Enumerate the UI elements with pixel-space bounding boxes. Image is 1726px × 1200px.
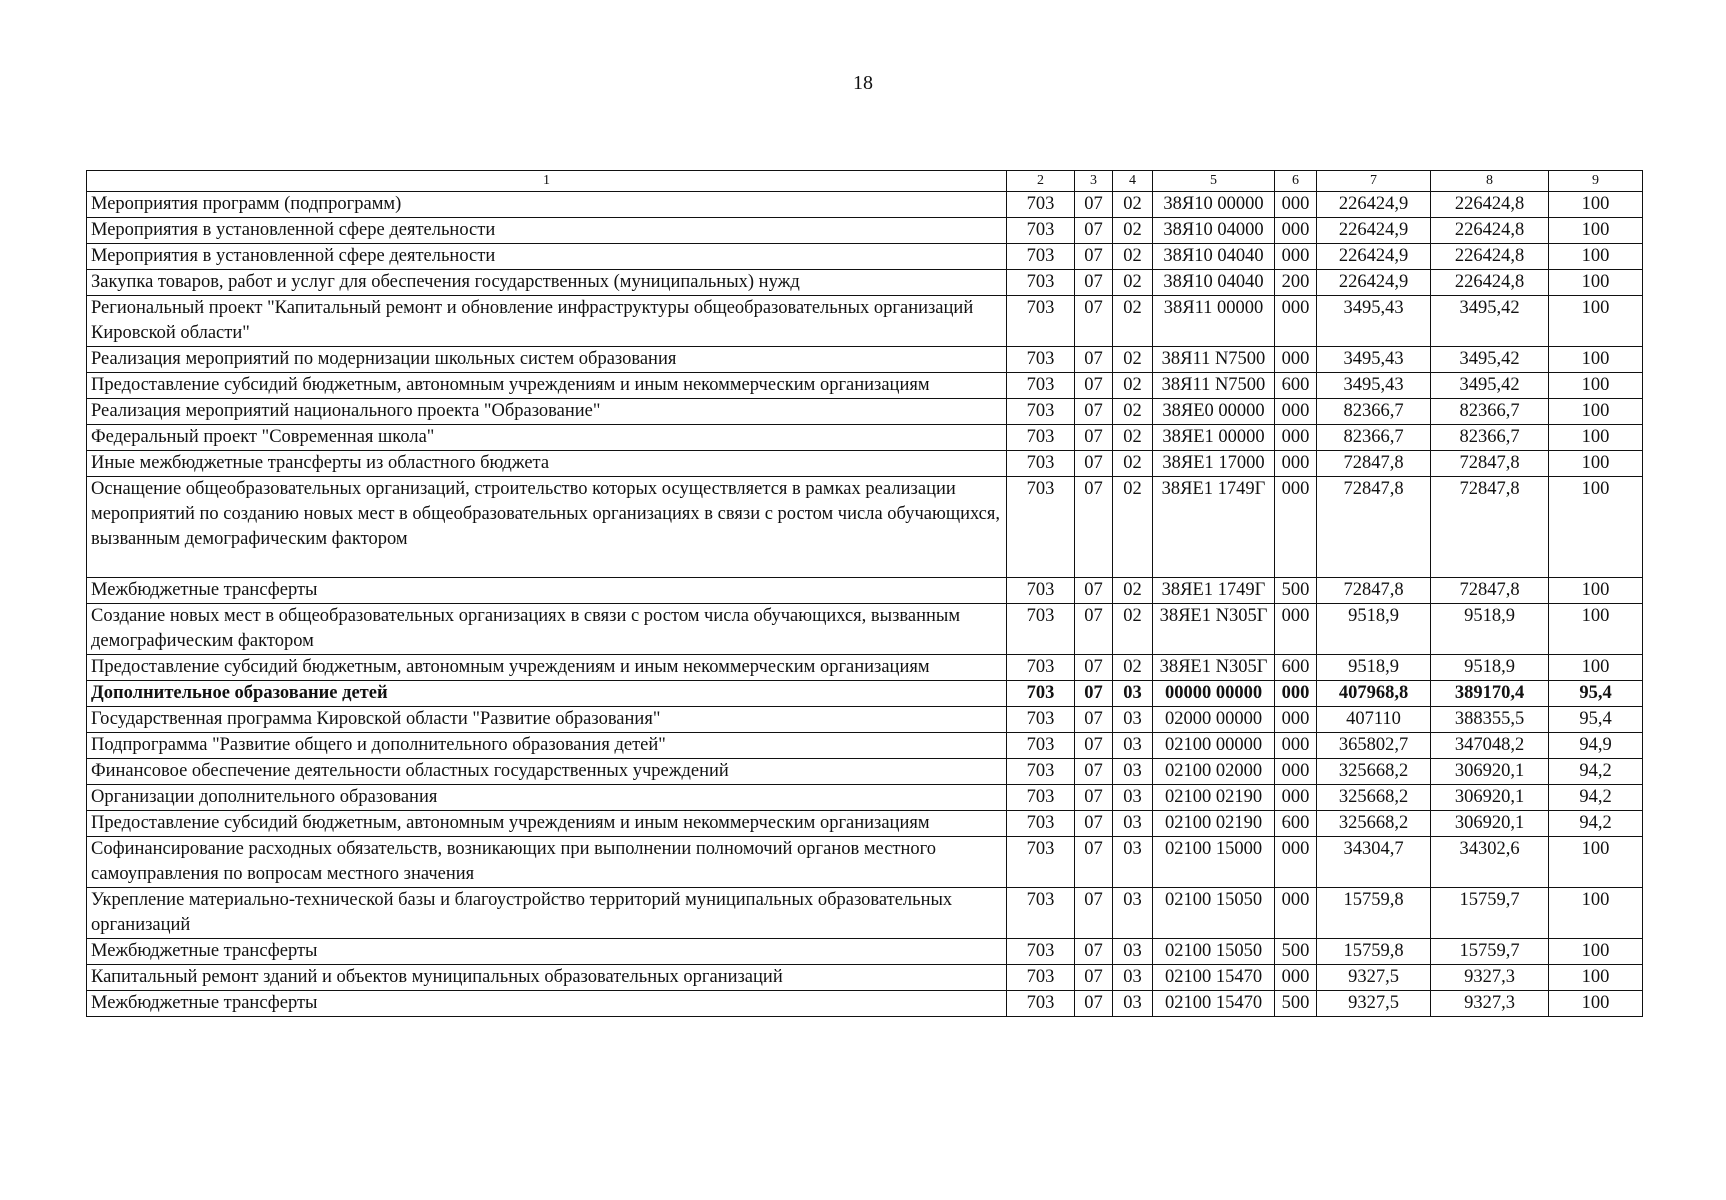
column-4-cell: 03 bbox=[1113, 785, 1153, 811]
column-6-cell: 600 bbox=[1275, 655, 1317, 681]
column-3-cell: 07 bbox=[1075, 965, 1113, 991]
column-2-cell: 703 bbox=[1007, 759, 1075, 785]
column-8-cell: 9518,9 bbox=[1431, 655, 1549, 681]
column-7-cell: 9327,5 bbox=[1317, 965, 1431, 991]
column-6-cell: 000 bbox=[1275, 244, 1317, 270]
column-8-cell: 347048,2 bbox=[1431, 733, 1549, 759]
column-6-cell: 000 bbox=[1275, 425, 1317, 451]
column-8-cell: 82366,7 bbox=[1431, 425, 1549, 451]
table-row bbox=[87, 785, 1643, 811]
column-header: 7 bbox=[1317, 171, 1431, 192]
row-name-cell: Межбюджетные трансферты bbox=[87, 991, 1007, 1017]
column-4-cell: 02 bbox=[1113, 451, 1153, 477]
column-5-cell: 02100 15050 bbox=[1153, 939, 1275, 965]
column-2-cell: 703 bbox=[1007, 681, 1075, 707]
column-8-cell: 9327,3 bbox=[1431, 991, 1549, 1017]
column-9-cell: 95,4 bbox=[1549, 681, 1643, 707]
column-4-cell: 02 bbox=[1113, 655, 1153, 681]
column-4-cell: 02 bbox=[1113, 244, 1153, 270]
column-3-cell: 07 bbox=[1075, 604, 1113, 655]
column-5-cell: 38ЯЕ1 N305Г bbox=[1153, 655, 1275, 681]
column-5-cell: 38Я10 04040 bbox=[1153, 244, 1275, 270]
column-9-cell: 100 bbox=[1549, 192, 1643, 218]
column-8-cell: 15759,7 bbox=[1431, 888, 1549, 939]
column-9-cell: 100 bbox=[1549, 991, 1643, 1017]
row-name-cell: Межбюджетные трансферты bbox=[87, 578, 1007, 604]
column-6-cell: 000 bbox=[1275, 347, 1317, 373]
column-5-cell: 38Я10 04000 bbox=[1153, 218, 1275, 244]
column-3-cell: 07 bbox=[1075, 681, 1113, 707]
table-row bbox=[87, 733, 1643, 759]
column-2-cell: 703 bbox=[1007, 785, 1075, 811]
column-9-cell: 100 bbox=[1549, 451, 1643, 477]
column-5-cell: 38Я11 00000 bbox=[1153, 296, 1275, 347]
column-4-cell: 02 bbox=[1113, 192, 1153, 218]
column-header: 4 bbox=[1113, 171, 1153, 192]
column-5-cell: 38ЯЕ1 17000 bbox=[1153, 451, 1275, 477]
column-4-cell: 02 bbox=[1113, 604, 1153, 655]
table-row bbox=[87, 578, 1643, 604]
column-9-cell: 94,2 bbox=[1549, 785, 1643, 811]
column-4-cell: 03 bbox=[1113, 707, 1153, 733]
row-name-cell: Дополнительное образование детей bbox=[87, 681, 1007, 707]
column-5-cell: 02100 02190 bbox=[1153, 811, 1275, 837]
column-4-cell: 02 bbox=[1113, 373, 1153, 399]
column-6-cell: 500 bbox=[1275, 939, 1317, 965]
column-3-cell: 07 bbox=[1075, 399, 1113, 425]
column-9-cell: 100 bbox=[1549, 477, 1643, 578]
column-header: 5 bbox=[1153, 171, 1275, 192]
column-header: 6 bbox=[1275, 171, 1317, 192]
row-name-cell: Подпрограмма "Развитие общего и дополнительного образования детей" bbox=[87, 733, 1007, 759]
column-5-cell: 02100 15470 bbox=[1153, 991, 1275, 1017]
column-8-cell: 388355,5 bbox=[1431, 707, 1549, 733]
column-4-cell: 02 bbox=[1113, 425, 1153, 451]
column-8-cell: 3495,42 bbox=[1431, 373, 1549, 399]
column-7-cell: 407968,8 bbox=[1317, 681, 1431, 707]
row-name-cell: Организации дополнительного образования bbox=[87, 785, 1007, 811]
column-6-cell: 000 bbox=[1275, 785, 1317, 811]
column-8-cell: 226424,8 bbox=[1431, 270, 1549, 296]
column-3-cell: 07 bbox=[1075, 270, 1113, 296]
table-row bbox=[87, 347, 1643, 373]
column-4-cell: 03 bbox=[1113, 733, 1153, 759]
column-2-cell: 703 bbox=[1007, 837, 1075, 888]
table-row bbox=[87, 759, 1643, 785]
column-7-cell: 72847,8 bbox=[1317, 578, 1431, 604]
column-2-cell: 703 bbox=[1007, 218, 1075, 244]
column-3-cell: 07 bbox=[1075, 655, 1113, 681]
column-8-cell: 226424,8 bbox=[1431, 218, 1549, 244]
column-5-cell: 02100 15000 bbox=[1153, 837, 1275, 888]
table-row bbox=[87, 451, 1643, 477]
column-3-cell: 07 bbox=[1075, 578, 1113, 604]
row-name-cell: Региональный проект "Капитальный ремонт и обновление инфраструктуры общеобразовательных организаций Кировской области" bbox=[87, 296, 1007, 347]
column-5-cell: 38ЯЕ0 00000 bbox=[1153, 399, 1275, 425]
column-9-cell: 100 bbox=[1549, 578, 1643, 604]
column-2-cell: 703 bbox=[1007, 373, 1075, 399]
column-8-cell: 3495,42 bbox=[1431, 296, 1549, 347]
column-7-cell: 9327,5 bbox=[1317, 991, 1431, 1017]
column-9-cell: 100 bbox=[1549, 270, 1643, 296]
column-2-cell: 703 bbox=[1007, 578, 1075, 604]
column-2-cell: 703 bbox=[1007, 939, 1075, 965]
column-6-cell: 000 bbox=[1275, 681, 1317, 707]
column-6-cell: 600 bbox=[1275, 811, 1317, 837]
row-name-cell: Реализация мероприятий национального проекта "Образование" bbox=[87, 399, 1007, 425]
column-5-cell: 02100 02000 bbox=[1153, 759, 1275, 785]
row-name-cell: Реализация мероприятий по модернизации школьных систем образования bbox=[87, 347, 1007, 373]
column-8-cell: 9518,9 bbox=[1431, 604, 1549, 655]
column-9-cell: 100 bbox=[1549, 837, 1643, 888]
column-4-cell: 02 bbox=[1113, 218, 1153, 244]
table-row bbox=[87, 655, 1643, 681]
row-name-cell: Софинансирование расходных обязательств, возникающих при выполнении полномочий органов местного самоуправления по вопросам местного значения bbox=[87, 837, 1007, 888]
column-9-cell: 94,9 bbox=[1549, 733, 1643, 759]
row-name-cell: Укрепление материально-технической базы и благоустройство территорий муниципальных образовательных организаций bbox=[87, 888, 1007, 939]
column-7-cell: 72847,8 bbox=[1317, 451, 1431, 477]
column-3-cell: 07 bbox=[1075, 451, 1113, 477]
column-9-cell: 100 bbox=[1549, 888, 1643, 939]
column-3-cell: 07 bbox=[1075, 192, 1113, 218]
column-5-cell: 38Я10 04040 bbox=[1153, 270, 1275, 296]
column-3-cell: 07 bbox=[1075, 939, 1113, 965]
table-row bbox=[87, 604, 1643, 655]
column-3-cell: 07 bbox=[1075, 477, 1113, 578]
table-row bbox=[87, 399, 1643, 425]
column-2-cell: 703 bbox=[1007, 399, 1075, 425]
table-row bbox=[87, 192, 1643, 218]
table-row bbox=[87, 707, 1643, 733]
column-8-cell: 15759,7 bbox=[1431, 939, 1549, 965]
row-name-cell: Предоставление субсидий бюджетным, автономным учреждениям и иным некоммерческим организациям bbox=[87, 373, 1007, 399]
column-7-cell: 365802,7 bbox=[1317, 733, 1431, 759]
column-2-cell: 703 bbox=[1007, 244, 1075, 270]
row-name-cell: Закупка товаров, работ и услуг для обеспечения государственных (муниципальных) нужд bbox=[87, 270, 1007, 296]
column-2-cell: 703 bbox=[1007, 270, 1075, 296]
column-9-cell: 100 bbox=[1549, 939, 1643, 965]
column-9-cell: 94,2 bbox=[1549, 811, 1643, 837]
column-4-cell: 03 bbox=[1113, 888, 1153, 939]
column-7-cell: 226424,9 bbox=[1317, 270, 1431, 296]
column-3-cell: 07 bbox=[1075, 888, 1113, 939]
column-6-cell: 000 bbox=[1275, 477, 1317, 578]
column-8-cell: 306920,1 bbox=[1431, 785, 1549, 811]
column-6-cell: 000 bbox=[1275, 707, 1317, 733]
column-9-cell: 100 bbox=[1549, 296, 1643, 347]
column-9-cell: 100 bbox=[1549, 965, 1643, 991]
column-4-cell: 03 bbox=[1113, 965, 1153, 991]
column-3-cell: 07 bbox=[1075, 347, 1113, 373]
column-6-cell: 000 bbox=[1275, 837, 1317, 888]
column-8-cell: 72847,8 bbox=[1431, 477, 1549, 578]
column-7-cell: 15759,8 bbox=[1317, 939, 1431, 965]
table-row bbox=[87, 373, 1643, 399]
column-6-cell: 000 bbox=[1275, 218, 1317, 244]
column-7-cell: 3495,43 bbox=[1317, 296, 1431, 347]
column-3-cell: 07 bbox=[1075, 811, 1113, 837]
column-header: 9 bbox=[1549, 171, 1643, 192]
column-7-cell: 82366,7 bbox=[1317, 425, 1431, 451]
row-name-cell: Межбюджетные трансферты bbox=[87, 939, 1007, 965]
column-5-cell: 38Я10 00000 bbox=[1153, 192, 1275, 218]
column-5-cell: 38ЯЕ1 1749Г bbox=[1153, 477, 1275, 578]
column-6-cell: 000 bbox=[1275, 759, 1317, 785]
column-3-cell: 07 bbox=[1075, 218, 1113, 244]
column-7-cell: 9518,9 bbox=[1317, 655, 1431, 681]
column-2-cell: 703 bbox=[1007, 477, 1075, 578]
table-row bbox=[87, 296, 1643, 347]
column-5-cell: 02000 00000 bbox=[1153, 707, 1275, 733]
column-7-cell: 34304,7 bbox=[1317, 837, 1431, 888]
column-6-cell: 500 bbox=[1275, 578, 1317, 604]
column-9-cell: 100 bbox=[1549, 218, 1643, 244]
column-header: 2 bbox=[1007, 171, 1075, 192]
column-9-cell: 94,2 bbox=[1549, 759, 1643, 785]
column-6-cell: 000 bbox=[1275, 399, 1317, 425]
column-3-cell: 07 bbox=[1075, 837, 1113, 888]
column-2-cell: 703 bbox=[1007, 192, 1075, 218]
column-3-cell: 07 bbox=[1075, 759, 1113, 785]
column-7-cell: 226424,9 bbox=[1317, 192, 1431, 218]
budget-table bbox=[86, 170, 1643, 1017]
column-8-cell: 226424,8 bbox=[1431, 244, 1549, 270]
row-name-cell: Мероприятия в установленной сфере деятельности bbox=[87, 218, 1007, 244]
column-8-cell: 389170,4 bbox=[1431, 681, 1549, 707]
column-8-cell: 306920,1 bbox=[1431, 759, 1549, 785]
column-9-cell: 100 bbox=[1549, 373, 1643, 399]
column-4-cell: 02 bbox=[1113, 347, 1153, 373]
row-name-cell: Иные межбюджетные трансферты из областного бюджета bbox=[87, 451, 1007, 477]
page-number: 18 bbox=[853, 72, 873, 94]
column-4-cell: 02 bbox=[1113, 270, 1153, 296]
column-header: 8 bbox=[1431, 171, 1549, 192]
row-name-cell: Мероприятия в установленной сфере деятельности bbox=[87, 244, 1007, 270]
column-2-cell: 703 bbox=[1007, 965, 1075, 991]
column-9-cell: 100 bbox=[1549, 399, 1643, 425]
column-4-cell: 02 bbox=[1113, 296, 1153, 347]
column-7-cell: 82366,7 bbox=[1317, 399, 1431, 425]
column-2-cell: 703 bbox=[1007, 655, 1075, 681]
column-8-cell: 306920,1 bbox=[1431, 811, 1549, 837]
column-5-cell: 38ЯЕ1 00000 bbox=[1153, 425, 1275, 451]
column-2-cell: 703 bbox=[1007, 707, 1075, 733]
column-6-cell: 000 bbox=[1275, 604, 1317, 655]
column-4-cell: 03 bbox=[1113, 811, 1153, 837]
row-name-cell: Финансовое обеспечение деятельности областных государственных учреждений bbox=[87, 759, 1007, 785]
column-7-cell: 325668,2 bbox=[1317, 759, 1431, 785]
column-9-cell: 100 bbox=[1549, 655, 1643, 681]
column-8-cell: 3495,42 bbox=[1431, 347, 1549, 373]
column-8-cell: 34302,6 bbox=[1431, 837, 1549, 888]
column-6-cell: 600 bbox=[1275, 373, 1317, 399]
table-row bbox=[87, 939, 1643, 965]
column-9-cell: 95,4 bbox=[1549, 707, 1643, 733]
column-8-cell: 226424,8 bbox=[1431, 192, 1549, 218]
column-8-cell: 9327,3 bbox=[1431, 965, 1549, 991]
header-row bbox=[87, 171, 1643, 192]
column-4-cell: 02 bbox=[1113, 477, 1153, 578]
column-7-cell: 325668,2 bbox=[1317, 811, 1431, 837]
column-6-cell: 200 bbox=[1275, 270, 1317, 296]
column-7-cell: 3495,43 bbox=[1317, 347, 1431, 373]
table-row bbox=[87, 991, 1643, 1017]
column-5-cell: 02100 00000 bbox=[1153, 733, 1275, 759]
row-name-cell: Оснащение общеобразовательных организаций, строительство которых осуществляется в рамках реализации мероприятий по созданию новых мест в общеобразовательных организациях в связи с ростом числа обучающихся, вызванным демографическим фактором bbox=[87, 477, 1007, 578]
column-4-cell: 03 bbox=[1113, 837, 1153, 888]
column-6-cell: 000 bbox=[1275, 733, 1317, 759]
row-name-cell: Создание новых мест в общеобразовательных организациях в связи с ростом числа обучающихся, вызванным демографическим фактором bbox=[87, 604, 1007, 655]
column-3-cell: 07 bbox=[1075, 296, 1113, 347]
column-5-cell: 02100 15470 bbox=[1153, 965, 1275, 991]
table-row bbox=[87, 270, 1643, 296]
column-8-cell: 72847,8 bbox=[1431, 451, 1549, 477]
column-6-cell: 500 bbox=[1275, 991, 1317, 1017]
column-7-cell: 3495,43 bbox=[1317, 373, 1431, 399]
column-9-cell: 100 bbox=[1549, 347, 1643, 373]
column-4-cell: 02 bbox=[1113, 578, 1153, 604]
column-5-cell: 02100 02190 bbox=[1153, 785, 1275, 811]
column-7-cell: 15759,8 bbox=[1317, 888, 1431, 939]
column-7-cell: 72847,8 bbox=[1317, 477, 1431, 578]
row-name-cell: Федеральный проект "Современная школа" bbox=[87, 425, 1007, 451]
column-2-cell: 703 bbox=[1007, 888, 1075, 939]
column-5-cell: 38ЯЕ1 1749Г bbox=[1153, 578, 1275, 604]
table-row bbox=[87, 244, 1643, 270]
table-row bbox=[87, 477, 1643, 578]
column-2-cell: 703 bbox=[1007, 733, 1075, 759]
column-6-cell: 000 bbox=[1275, 192, 1317, 218]
table-row bbox=[87, 218, 1643, 244]
column-9-cell: 100 bbox=[1549, 425, 1643, 451]
column-3-cell: 07 bbox=[1075, 733, 1113, 759]
column-7-cell: 226424,9 bbox=[1317, 218, 1431, 244]
table-row bbox=[87, 888, 1643, 939]
column-4-cell: 03 bbox=[1113, 759, 1153, 785]
column-2-cell: 703 bbox=[1007, 811, 1075, 837]
column-header: 3 bbox=[1075, 171, 1113, 192]
column-4-cell: 02 bbox=[1113, 399, 1153, 425]
column-7-cell: 325668,2 bbox=[1317, 785, 1431, 811]
column-8-cell: 82366,7 bbox=[1431, 399, 1549, 425]
column-2-cell: 703 bbox=[1007, 451, 1075, 477]
column-9-cell: 100 bbox=[1549, 244, 1643, 270]
row-name-cell: Мероприятия программ (подпрограмм) bbox=[87, 192, 1007, 218]
column-5-cell: 02100 15050 bbox=[1153, 888, 1275, 939]
column-7-cell: 9518,9 bbox=[1317, 604, 1431, 655]
row-name-cell: Предоставление субсидий бюджетным, автономным учреждениям и иным некоммерческим организациям bbox=[87, 811, 1007, 837]
column-6-cell: 000 bbox=[1275, 451, 1317, 477]
column-7-cell: 226424,9 bbox=[1317, 244, 1431, 270]
column-5-cell: 00000 00000 bbox=[1153, 681, 1275, 707]
column-3-cell: 07 bbox=[1075, 425, 1113, 451]
column-2-cell: 703 bbox=[1007, 991, 1075, 1017]
column-7-cell: 407110 bbox=[1317, 707, 1431, 733]
table-row bbox=[87, 837, 1643, 888]
row-name-cell: Капитальный ремонт зданий и объектов муниципальных образовательных организаций bbox=[87, 965, 1007, 991]
column-header: 1 bbox=[87, 171, 1007, 192]
column-5-cell: 38ЯЕ1 N305Г bbox=[1153, 604, 1275, 655]
column-6-cell: 000 bbox=[1275, 296, 1317, 347]
table-row bbox=[87, 965, 1643, 991]
column-6-cell: 000 bbox=[1275, 888, 1317, 939]
table-row bbox=[87, 681, 1643, 707]
column-2-cell: 703 bbox=[1007, 604, 1075, 655]
column-3-cell: 07 bbox=[1075, 373, 1113, 399]
column-3-cell: 07 bbox=[1075, 991, 1113, 1017]
column-3-cell: 07 bbox=[1075, 707, 1113, 733]
table-body bbox=[87, 192, 1643, 1017]
column-4-cell: 03 bbox=[1113, 939, 1153, 965]
column-5-cell: 38Я11 N7500 bbox=[1153, 347, 1275, 373]
table-row bbox=[87, 811, 1643, 837]
column-5-cell: 38Я11 N7500 bbox=[1153, 373, 1275, 399]
column-8-cell: 72847,8 bbox=[1431, 578, 1549, 604]
table-row bbox=[87, 425, 1643, 451]
column-4-cell: 03 bbox=[1113, 681, 1153, 707]
column-3-cell: 07 bbox=[1075, 785, 1113, 811]
column-6-cell: 000 bbox=[1275, 965, 1317, 991]
row-name-cell: Предоставление субсидий бюджетным, автономным учреждениям и иным некоммерческим организациям bbox=[87, 655, 1007, 681]
column-2-cell: 703 bbox=[1007, 425, 1075, 451]
column-2-cell: 703 bbox=[1007, 347, 1075, 373]
column-2-cell: 703 bbox=[1007, 296, 1075, 347]
column-4-cell: 03 bbox=[1113, 991, 1153, 1017]
column-3-cell: 07 bbox=[1075, 244, 1113, 270]
row-name-cell: Государственная программа Кировской области "Развитие образования" bbox=[87, 707, 1007, 733]
column-9-cell: 100 bbox=[1549, 604, 1643, 655]
